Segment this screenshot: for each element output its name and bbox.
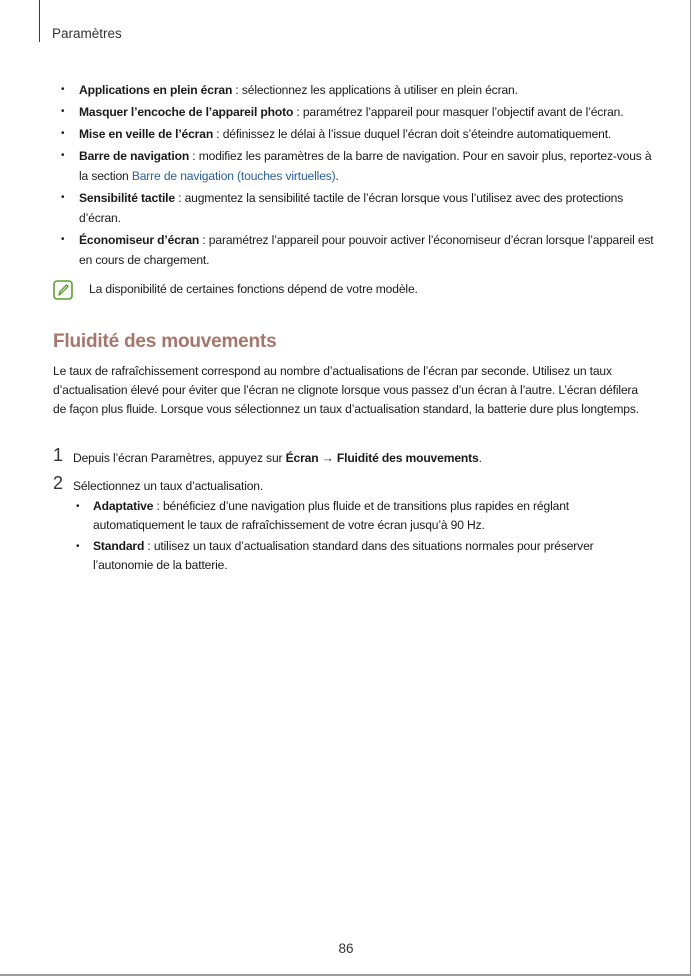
- list-item: [60, 230, 660, 270]
- step-text: [73, 449, 482, 468]
- arrow-icon: →: [318, 451, 337, 465]
- bullet-text: : paramétrez l’appareil pour masquer l’objectif avant de l’écran.: [293, 105, 624, 119]
- bullet-text: : augmentez la sensibilité tactile de l’écran lorsque vous l’utilisez avec des protections d’écran.: [79, 191, 624, 225]
- bullet-term: Masquer l’encoche de l’appareil photo: [79, 105, 294, 119]
- step-menu-ecran: Écran: [285, 451, 319, 465]
- option-text: : utilisez un taux d’actualisation standard dans des situations normales pour préserver l’autonomie de la batterie.: [93, 539, 594, 572]
- section-paragraph: Le taux de rafraîchissement correspond au nombre d’actualisations de l’écran par seconde. Utilisez un taux d’actualisation élevé pour éviter que l’écran ne clignote lorsque vous passez d’un écran à l’autre. L’écran défilera de façon plus fluide. Lorsque vous sélectionnez un taux d’actualisation standard, la batterie dure plus longtemps.: [53, 364, 639, 416]
- list-item: [75, 537, 635, 575]
- navigation-bar-link[interactable]: Barre de navigation (touches virtuelles): [131, 169, 336, 183]
- header-title: Paramètres: [52, 26, 122, 41]
- list-item: [60, 80, 660, 100]
- step-text: Sélectionnez un taux d’actualisation.: [73, 479, 264, 493]
- bullet-text-after: .: [335, 169, 339, 183]
- option-text: : bénéficiez d’une navigation plus fluide et de transitions plus rapides en réglant automatiquement le taux de rafraîchissement de votre écran jusqu’à 90 Hz.: [93, 499, 569, 532]
- settings-bullet-list: [60, 80, 660, 272]
- bullet-text: : définissez le délai à l’issue duquel l’écran doit s’éteindre automatiquement.: [213, 127, 612, 141]
- list-item: [60, 188, 660, 228]
- header-rule: [39, 0, 40, 42]
- note-pencil-icon: [53, 280, 73, 300]
- list-item: [60, 102, 660, 122]
- option-term: Standard: [93, 539, 145, 553]
- note-text: La disponibilité de certaines fonctions dépend de votre modèle.: [89, 282, 418, 296]
- list-item: [60, 146, 660, 186]
- page-number: 86: [338, 941, 354, 956]
- list-item: [60, 124, 660, 144]
- list-item: [75, 497, 635, 535]
- bullet-term: Applications en plein écran: [79, 83, 233, 97]
- section-title: Fluidité des mouvements: [53, 331, 277, 352]
- bullet-term: Mise en veille de l’écran: [79, 127, 214, 141]
- bullet-text: : sélectionnez les applications à utiliser en plein écran.: [232, 83, 518, 97]
- step-number: 2: [53, 473, 64, 493]
- bullet-term: Sensibilité tactile: [79, 191, 175, 205]
- step-text-pre: Depuis l’écran Paramètres, appuyez sur: [73, 451, 286, 465]
- step-number: 1: [53, 445, 64, 465]
- refresh-rate-options: [75, 497, 635, 577]
- option-term: Adaptative: [93, 499, 154, 513]
- step-text-post: .: [478, 451, 482, 465]
- bullet-text: : modifiez les paramètres de la barre de navigation. Pour en savoir plus, reportez-vous à la section: [79, 149, 652, 183]
- bullet-term: Barre de navigation: [79, 149, 190, 163]
- step-menu-fluidite: Fluidité des mouvements: [336, 451, 479, 465]
- bullet-term: Économiseur d’écran: [79, 233, 200, 247]
- bullet-text: : paramétrez l’appareil pour pouvoir activer l’économiseur d’écran lorsque l’appareil est en cours de chargement.: [79, 233, 654, 267]
